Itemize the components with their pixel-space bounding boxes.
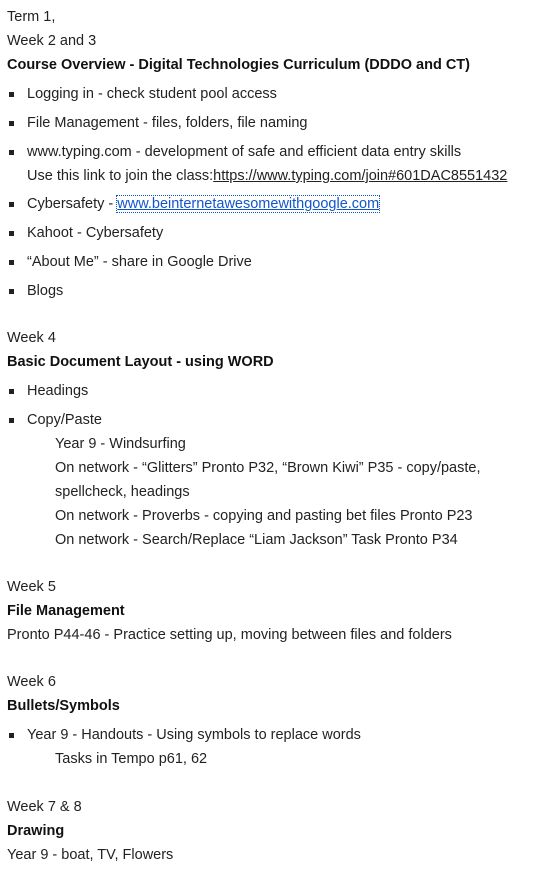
bullet-marker <box>9 202 14 207</box>
term-label: Term 1, <box>7 9 56 25</box>
section-text: Pronto P44-46 - Practice setting up, moving between files and folders <box>7 627 452 643</box>
list-item: File Management - files, folders, file naming <box>27 115 308 131</box>
section-title: File Management <box>7 603 125 619</box>
cybersafety-label: Cybersafety - <box>27 196 118 212</box>
week-label: Week 6 <box>7 674 56 690</box>
sub-item: On network - Proverbs - copying and pasting bet files Pronto P23 <box>55 508 473 524</box>
sub-item: On network - “Glitters” Pronto P32, “Brown Kiwi” P35 - copy/paste, <box>55 460 481 476</box>
section-title: Bullets/Symbols <box>7 698 120 714</box>
bullet-marker <box>9 92 14 97</box>
week-label: Week 4 <box>7 330 56 346</box>
list-item: www.typing.com - development of safe and efficient data entry skills <box>27 144 462 160</box>
cybersafety-line <box>27 194 379 214</box>
list-item: “About Me” - share in Google Drive <box>27 254 252 270</box>
list-item: Year 9 - Handouts - Using symbols to replace words <box>27 727 361 743</box>
sub-item: On network - Search/Replace “Liam Jackson” Task Pronto P34 <box>55 532 458 548</box>
bullet-marker <box>9 389 14 394</box>
list-item: Logging in - check student pool access <box>27 86 277 102</box>
section-title: Drawing <box>7 823 65 839</box>
section-title: Basic Document Layout - using WORD <box>7 354 274 370</box>
bullet-marker <box>9 260 14 265</box>
bullet-marker <box>9 121 14 126</box>
bullet-marker <box>9 289 14 294</box>
typing-link-line <box>27 166 507 186</box>
typing-join-link[interactable]: https://www.typing.com/join#601DAC8551432 <box>213 168 508 184</box>
typing-link-prefix: Use this link to join the class: <box>27 168 214 184</box>
sub-item: Year 9 - Windsurfing <box>55 436 186 452</box>
bullet-marker <box>9 418 14 423</box>
bullet-marker <box>9 150 14 155</box>
cybersafety-link[interactable]: www.beinternetawesomewithgoogle.com <box>117 196 380 212</box>
list-item: Kahoot - Cybersafety <box>27 225 164 241</box>
bullet-marker <box>9 733 14 738</box>
sub-item: spellcheck, headings <box>55 484 190 500</box>
week-label: Week 5 <box>7 579 56 595</box>
week-label: Week 2 and 3 <box>7 33 97 49</box>
week-label: Week 7 & 8 <box>7 799 82 815</box>
list-item: Headings <box>27 383 89 399</box>
list-item: Copy/Paste <box>27 412 102 428</box>
course-title: Course Overview - Digital Technologies Curriculum (DDDO and CT) <box>7 57 470 73</box>
bullet-marker <box>9 231 14 236</box>
sub-item: Tasks in Tempo p61, 62 <box>55 751 208 767</box>
section-text: Year 9 - boat, TV, Flowers <box>7 847 174 863</box>
list-item: Blogs <box>27 283 64 299</box>
